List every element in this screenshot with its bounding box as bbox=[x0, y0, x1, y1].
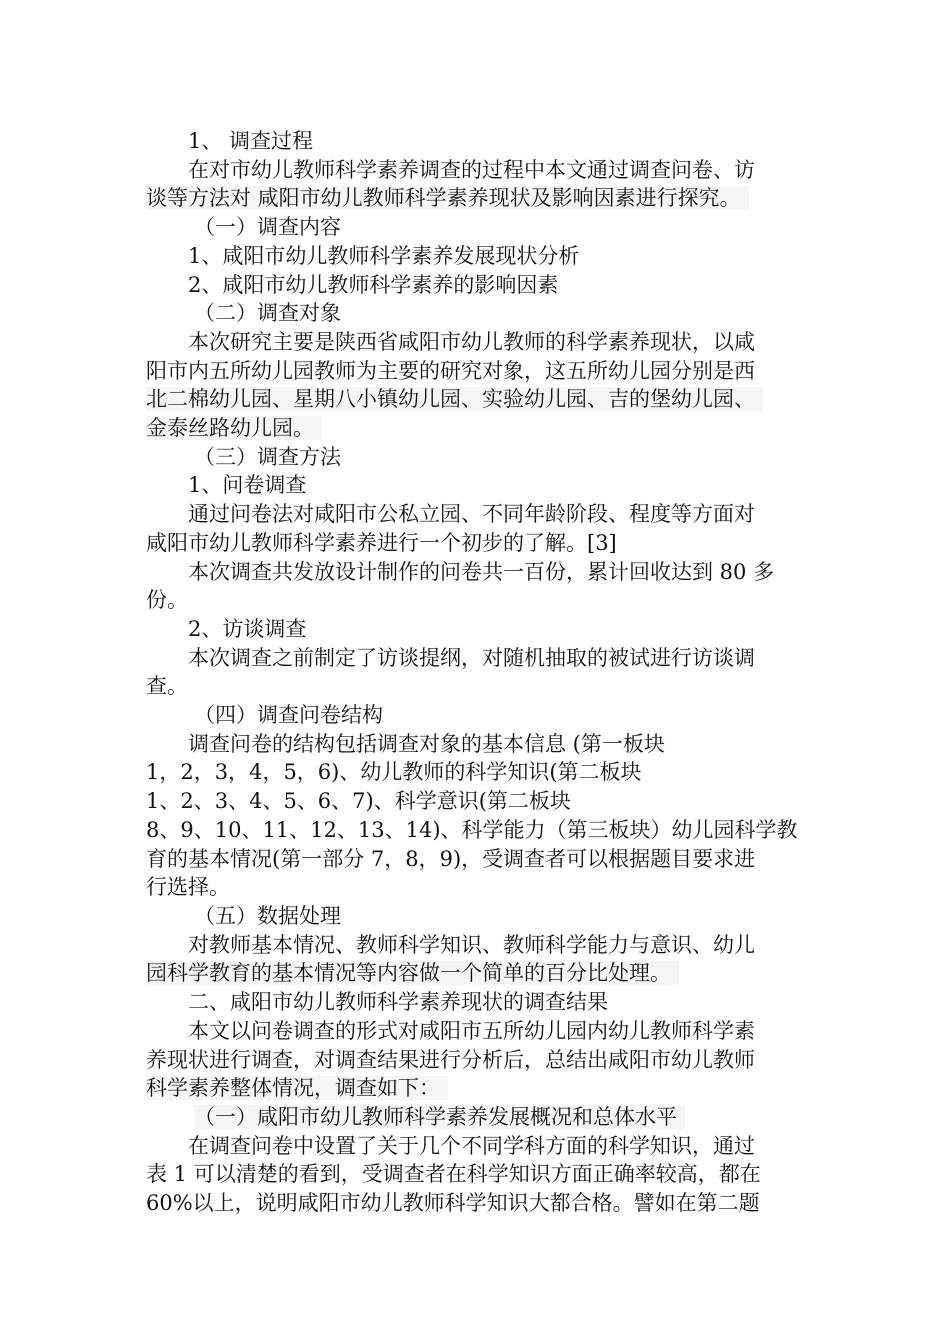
paragraph-text: 表 1 可以清楚的看到，受调查者在科学知识方面正确率较高，都在 bbox=[146, 1162, 761, 1187]
paragraph-line bbox=[146, 701, 810, 730]
paragraph-line bbox=[146, 758, 810, 787]
paragraph-text: 1、问卷调查 bbox=[188, 473, 307, 498]
paragraph-text: （一）咸阳市幼儿教师科学素养发展概况和总体水平 bbox=[194, 1105, 685, 1129]
paragraph-text: 本次调查之前制定了访谈提纲，对随机抽取的被试进行访谈调 bbox=[188, 645, 755, 670]
paragraph-line bbox=[146, 558, 810, 587]
paragraph-text: 通过问卷法对咸阳市公私立园、不同年龄阶段、程度等方面对 bbox=[188, 502, 755, 527]
paragraph-line bbox=[146, 1074, 810, 1103]
paragraph-text: 1、 调查过程 bbox=[188, 129, 314, 153]
paragraph-line bbox=[146, 1189, 810, 1218]
paragraph-text: （五）数据处理 bbox=[194, 903, 341, 928]
paragraph-line bbox=[146, 156, 810, 185]
paragraph-text: （二）调查对象 bbox=[194, 301, 341, 326]
paragraph-line bbox=[146, 1103, 810, 1132]
paragraph-line bbox=[146, 586, 810, 615]
paragraph-text: 1、咸阳市幼儿教师科学素养发展现状分析 bbox=[188, 243, 580, 268]
paragraph-text: 调查问卷的结构包括调查对象的基本信息 (第一板块 bbox=[188, 731, 665, 756]
paragraph-line bbox=[146, 845, 810, 874]
paragraph-line bbox=[146, 644, 810, 673]
paragraph-text: （一）调查内容 bbox=[194, 215, 341, 240]
paragraph-line bbox=[146, 184, 810, 213]
paragraph-line bbox=[146, 988, 810, 1017]
paragraph-text: （四）调查问卷结构 bbox=[194, 703, 383, 728]
paragraph-line bbox=[146, 328, 810, 357]
paragraph-text: 1、2、3、4、5、6、7)、科学意识(第二板块 bbox=[146, 789, 571, 814]
paragraph-line bbox=[146, 414, 810, 443]
paragraph-line bbox=[146, 672, 810, 701]
paragraph-text: 在对市幼儿教师科学素养调查的过程中本文通过调查问卷、访 bbox=[188, 157, 755, 182]
paragraph-line bbox=[146, 242, 810, 271]
paragraph-line bbox=[146, 1046, 810, 1075]
paragraph-text: 本次研究主要是陕西省咸阳市幼儿教师的科学素养现状，以咸 bbox=[188, 329, 755, 354]
paragraph-line bbox=[146, 730, 810, 759]
paragraph-line bbox=[146, 787, 810, 816]
paragraph-line bbox=[146, 816, 810, 845]
paragraph-line bbox=[146, 902, 810, 931]
paragraph-line bbox=[146, 1160, 810, 1189]
paragraph-text: 本次调查共发放设计制作的问卷共一百份，累计回收达到 80 多 bbox=[188, 559, 775, 584]
paragraph-line bbox=[146, 529, 810, 558]
paragraph-line bbox=[146, 500, 810, 529]
paragraph-text: 查。 bbox=[146, 674, 188, 699]
paragraph-line bbox=[146, 1132, 810, 1161]
paragraph-text: 行选择。 bbox=[146, 875, 230, 900]
paragraph-text: 育的基本情况(第一部分 7，8，9)，受调查者可以根据题目要求进 bbox=[146, 846, 756, 871]
paragraph-text: 对教师基本情况、教师科学知识、教师科学能力与意识、幼儿 bbox=[188, 932, 755, 957]
paragraph-line bbox=[146, 357, 810, 386]
paragraph-line bbox=[146, 271, 810, 300]
paragraph-text: 咸阳市幼儿教师科学素养进行一个初步的了解。[3] bbox=[146, 530, 617, 555]
paragraph-text: 60%以上，说明咸阳市幼儿教师科学知识大都合格。譬如在第二题 bbox=[146, 1191, 760, 1216]
paragraph-text: 阳市内五所幼儿园教师为主要的研究对象，这五所幼儿园分别是西 bbox=[146, 358, 755, 383]
paragraph-line bbox=[146, 127, 810, 156]
paragraph-text: 北二棉幼儿园、星期八小镇幼儿园、实验幼儿园、吉的堡幼儿园、 bbox=[146, 387, 763, 411]
paragraph-text: （三）调查方法 bbox=[194, 444, 341, 469]
paragraph-line bbox=[146, 931, 810, 960]
paragraph-text: 本文以问卷调查的形式对咸阳市五所幼儿园内幼儿教师科学素 bbox=[188, 1018, 755, 1043]
paragraph-line bbox=[146, 385, 810, 414]
paragraph-line bbox=[146, 1017, 810, 1046]
paragraph-text: 8、9、10、11、12、13、14)、科学能力（第三板块）幼儿园科学教 bbox=[146, 817, 798, 842]
paragraph-line bbox=[146, 299, 810, 328]
paragraph-text: 在调查问卷中设置了关于几个不同学科方面的科学知识，通过 bbox=[188, 1133, 755, 1158]
paragraph-text: 园科学教育的基本情况等内容做一个简单的百分比处理。 bbox=[146, 961, 679, 985]
paragraph-text: 2、访谈调查 bbox=[188, 616, 307, 641]
paragraph-text: 份。 bbox=[146, 588, 188, 613]
paragraph-text: 2、咸阳市幼儿教师科学素养的影响因素 bbox=[188, 272, 559, 297]
document-body bbox=[146, 127, 810, 1218]
paragraph-line bbox=[146, 443, 810, 472]
paragraph-text: 1，2，3，4，5，6)、幼儿教师的科学知识(第二板块 bbox=[146, 760, 642, 785]
paragraph-text: 金泰丝路幼儿园。 bbox=[146, 416, 322, 440]
paragraph-line bbox=[146, 213, 810, 242]
paragraph-text: 养现状进行调查，对调查结果进行分析后，总结出咸阳市幼儿教师 bbox=[146, 1047, 755, 1072]
paragraph-line bbox=[146, 471, 810, 500]
paragraph-line bbox=[146, 615, 810, 644]
paragraph-text: 二、咸阳市幼儿教师科学素养现状的调查结果 bbox=[188, 990, 608, 1015]
paragraph-line bbox=[146, 959, 810, 988]
paragraph-text: 科学素养整体情况，调查如下： bbox=[146, 1076, 448, 1100]
paragraph-text: 谈等方法对 咸阳市幼儿教师科学素养现状及影响因素进行探究。 bbox=[146, 186, 749, 210]
paragraph-line bbox=[146, 873, 810, 902]
